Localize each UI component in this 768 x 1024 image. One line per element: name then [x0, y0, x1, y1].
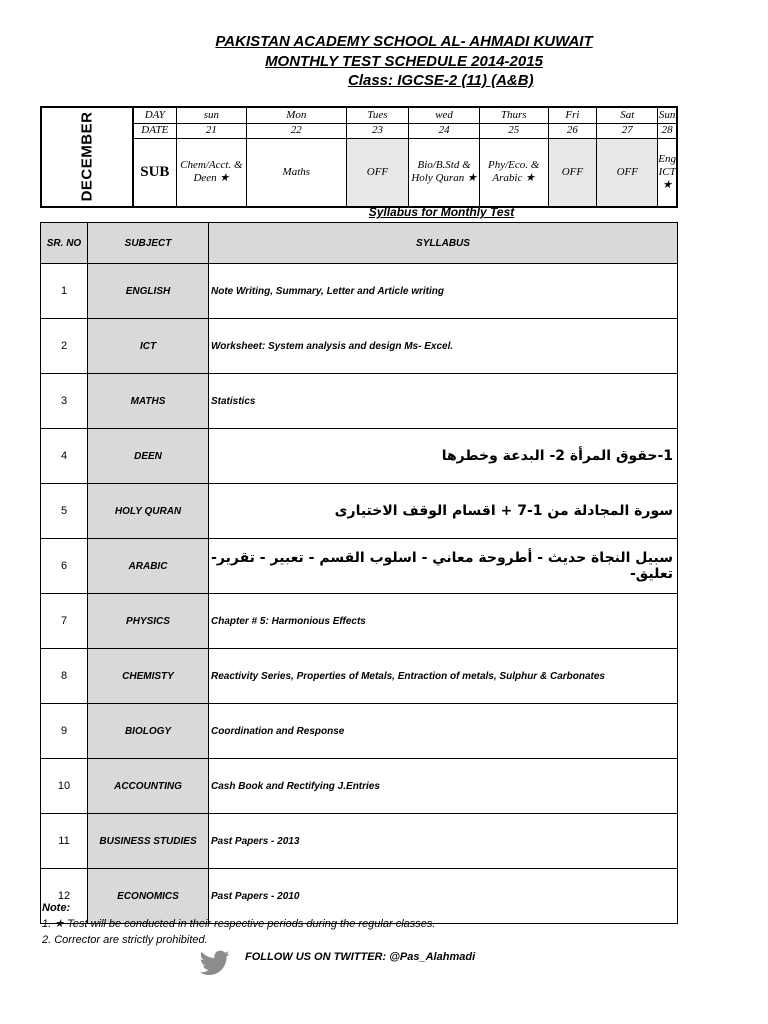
- row-number: 12: [41, 869, 88, 924]
- day-cell: wed: [409, 107, 480, 123]
- school-name: PAKISTAN ACADEMY SCHOOL AL- AHMADI KUWAIT: [215, 33, 593, 50]
- row-number: 11: [41, 814, 88, 869]
- row-syllabus: Statistics: [209, 374, 678, 429]
- syllabus-table: [40, 222, 678, 924]
- day-cell: Sat: [597, 107, 658, 123]
- table-header-row: [41, 223, 678, 264]
- day-cell: sun: [176, 107, 246, 123]
- twitter-bird-icon: [200, 950, 230, 976]
- header-subject: SUBJECT: [88, 223, 209, 264]
- row-subject: HOLY QURAN: [88, 484, 209, 539]
- table-row: [41, 649, 678, 704]
- header-syllabus: SYLLABUS: [209, 223, 678, 264]
- day-cell: Fri: [548, 107, 597, 123]
- row-subject: BUSINESS STUDIES: [88, 814, 209, 869]
- date-cell: 26: [548, 123, 597, 138]
- date-cell: 27: [597, 123, 658, 138]
- row-syllabus: سبيل النجاة حديث - أطروحة معاني - اسلوب القسم - تعبير - تقرير- تعليق-: [209, 539, 678, 594]
- row-syllabus: سورة المجادلة من 1-7 + اقسام الوقف الاختيارى: [209, 484, 678, 539]
- row-syllabus: Reactivity Series, Properties of Metals, Entraction of metals, Sulphur & Carbonates: [209, 649, 678, 704]
- row-number: 9: [41, 704, 88, 759]
- twitter-follow-text[interactable]: FOLLOW US ON TWITTER: @Pas_Alahmadi: [245, 951, 476, 963]
- table-row: [41, 374, 678, 429]
- day-cell: Mon: [246, 107, 346, 123]
- day-label: DAY: [133, 107, 176, 123]
- header-sr-no: SR. NO: [41, 223, 88, 264]
- row-number: 6: [41, 539, 88, 594]
- subject-cell: Chem/Acct. & Deen ★: [176, 138, 246, 207]
- row-number: 7: [41, 594, 88, 649]
- row-subject: ARABIC: [88, 539, 209, 594]
- date-cell: 25: [479, 123, 548, 138]
- row-number: 3: [41, 374, 88, 429]
- row-number: 8: [41, 649, 88, 704]
- day-cell: Sun: [658, 107, 677, 123]
- row-subject: ENGLISH: [88, 264, 209, 319]
- row-syllabus: 1-حقوق المرأة 2- البدعة وخطرها: [209, 429, 678, 484]
- subject-cell: Bio/B.Std & Holy Quran ★: [409, 138, 480, 207]
- day-cell: Thurs: [479, 107, 548, 123]
- row-syllabus: Past Papers - 2013: [209, 814, 678, 869]
- note-item: 2. Corrector are strictly prohibited.: [42, 934, 208, 946]
- table-row: [41, 484, 678, 539]
- row-subject: BIOLOGY: [88, 704, 209, 759]
- sub-label: SUB: [133, 138, 176, 207]
- schedule-table: [40, 106, 678, 208]
- table-row: [41, 594, 678, 649]
- row-syllabus: Past Papers - 2010: [209, 869, 678, 924]
- date-cell: 23: [346, 123, 409, 138]
- note-item: 1. ★ Test will be conducted in their respective periods during the regular classes.: [42, 918, 436, 930]
- date-cell: 22: [246, 123, 346, 138]
- subject-cell: Eng ICT ★: [658, 138, 677, 207]
- row-subject: MATHS: [88, 374, 209, 429]
- date-cell: 24: [409, 123, 480, 138]
- row-number: 5: [41, 484, 88, 539]
- schedule-title: MONTHLY TEST SCHEDULE 2014-2015: [265, 53, 543, 70]
- date-cell: 21: [176, 123, 246, 138]
- table-row: [41, 429, 678, 484]
- month-label: DECEMBER: [78, 111, 96, 201]
- row-subject: PHYSICS: [88, 594, 209, 649]
- syllabus-caption: Syllabus for Monthly Test: [368, 206, 515, 219]
- subject-cell-off: OFF: [548, 138, 597, 207]
- row-number: 2: [41, 319, 88, 374]
- row-syllabus: Worksheet: System analysis and design Ms- Excel.: [209, 319, 678, 374]
- row-syllabus: Coordination and Response: [209, 704, 678, 759]
- date-label: DATE: [133, 123, 176, 138]
- row-subject: ICT: [88, 319, 209, 374]
- row-syllabus: Chapter # 5: Harmonious Effects: [209, 594, 678, 649]
- row-number: 10: [41, 759, 88, 814]
- row-subject: CHEMISTY: [88, 649, 209, 704]
- row-syllabus: Cash Book and Rectifying J.Entries: [209, 759, 678, 814]
- row-subject: DEEN: [88, 429, 209, 484]
- class-label: Class: IGCSE-2 (11) (A&B): [348, 72, 534, 89]
- row-subject: ACCOUNTING: [88, 759, 209, 814]
- notes-block: [42, 900, 435, 948]
- month-cell: [41, 107, 133, 207]
- table-row: [41, 704, 678, 759]
- subject-cell: Phy/Eco. & Arabic ★: [479, 138, 548, 207]
- row-number: 1: [41, 264, 88, 319]
- subject-cell-off: OFF: [597, 138, 658, 207]
- table-row: [41, 264, 678, 319]
- table-row: [41, 759, 678, 814]
- date-cell: 28: [658, 123, 677, 138]
- row-subject: ECONOMICS: [88, 869, 209, 924]
- note-title: Note:: [42, 902, 71, 914]
- table-row: [41, 539, 678, 594]
- subject-cell: Maths: [246, 138, 346, 207]
- table-row: [41, 814, 678, 869]
- row-number: 4: [41, 429, 88, 484]
- subject-cell-off: OFF: [346, 138, 409, 207]
- row-syllabus: Note Writing, Summary, Letter and Article writing: [209, 264, 678, 319]
- day-cell: Tues: [346, 107, 409, 123]
- table-row: [41, 319, 678, 374]
